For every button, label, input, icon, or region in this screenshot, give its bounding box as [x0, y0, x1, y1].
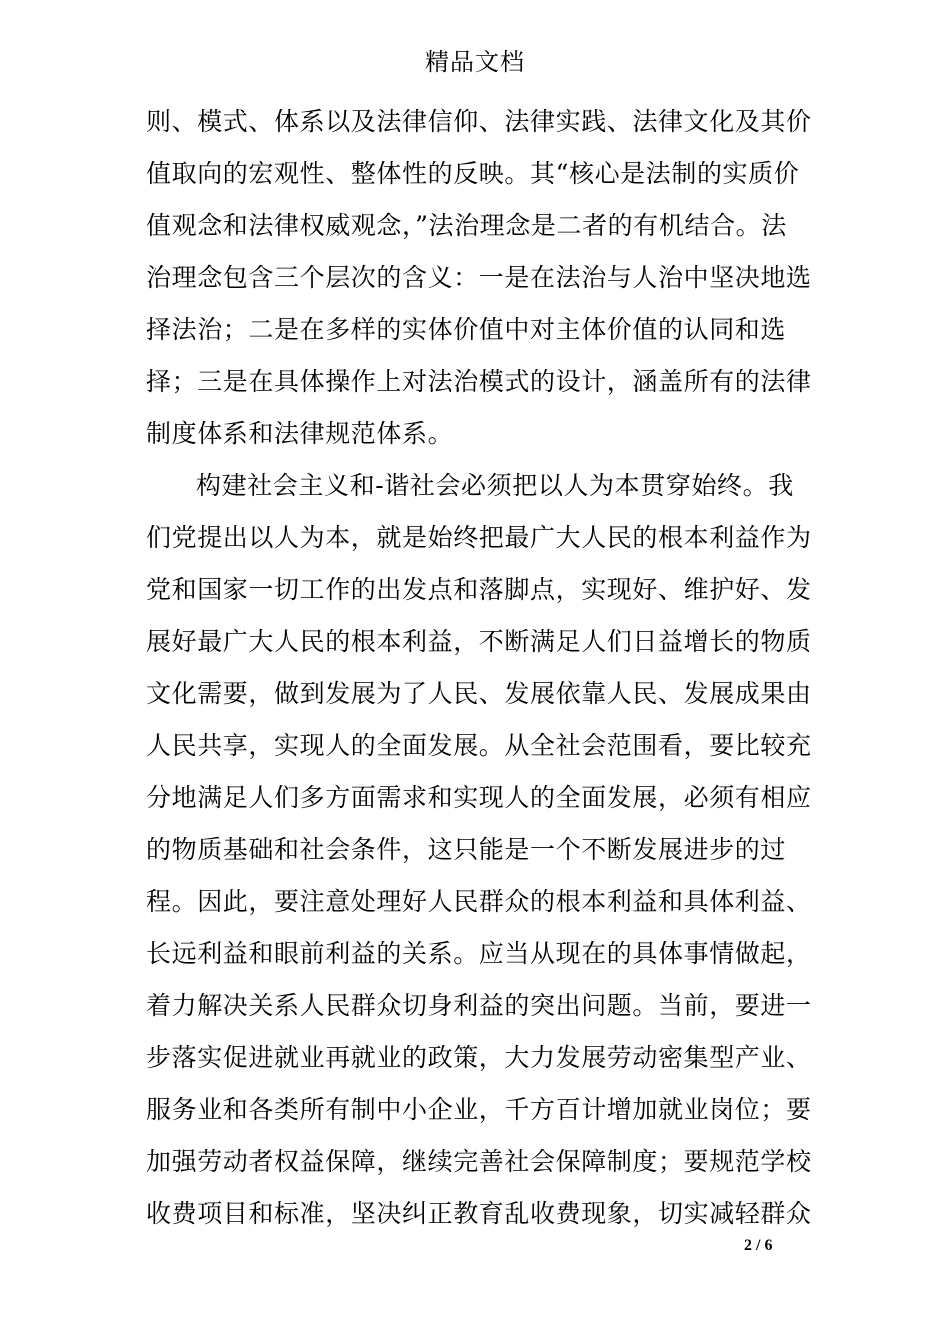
text-line: 构建社会主义和-谐社会必须把以人为本贯穿始终。我 [196, 471, 794, 500]
text-line: 人民共享，实现人的全面发展。从全社会范围看，要比较充 [146, 731, 812, 760]
text-line: 长远利益和眼前利益的关系。应当从现在的具体事情做起， [146, 939, 812, 968]
page-number: 2 / 6 [744, 1237, 773, 1254]
text-line: 收费项目和标准，坚决纠正教育乱收费现象，切实减轻群众 [146, 1199, 812, 1228]
text-line: 们党提出以人为本，就是始终把最广大人民的根本利益作为 [146, 523, 812, 552]
text-line: 分地满足人们多方面需求和实现人的全面发展，必须有相应 [146, 783, 812, 812]
text-line: 择；三是在具体操作上对法治模式的设计，涵盖所有的法律 [146, 367, 812, 396]
text-line: 择法治；二是在多样的实体价值中对主体价值的认同和选 [146, 315, 787, 344]
text-line: 文化需要，做到发展为了人民、发展依靠人民、发展成果由 [146, 679, 812, 708]
page-header-title: 精品文档 [425, 48, 525, 76]
text-line: 服务业和各类所有制中小企业，千方百计增加就业岗位；要 [146, 1095, 812, 1124]
text-line: 则、模式、体系以及法律信仰、法律实践、法律文化及其价 [146, 107, 812, 136]
text-line: 加强劳动者权益保障，继续完善社会保障制度；要规范学校 [146, 1147, 812, 1176]
text-line: 的物质基础和社会条件，这只能是一个不断发展进步的过 [146, 835, 787, 864]
text-line: 着力解决关系人民群众切身利益的突出问题。当前，要进一 [146, 991, 812, 1020]
text-line: 程。因此，要注意处理好人民群众的根本利益和具体利益、 [146, 887, 812, 916]
text-line: 值观念和法律权威观念，”法治理念是二者的有机结合。法 [146, 211, 787, 240]
text-line: 党和国家一切工作的出发点和落脚点，实现好、维护好、发 [146, 575, 812, 604]
text-line: 治理念包含三个层次的含义：一是在法治与人治中坚决地选 [146, 263, 812, 292]
document-body [146, 96, 814, 1240]
text-line: 步落实促进就业再就业的政策，大力发展劳动密集型产业、 [146, 1043, 812, 1072]
text-line: 值取向的宏观性、整体性的反映。其“核心是法制的实质价 [146, 159, 800, 188]
text-line: 制度体系和法律规范体系。 [146, 419, 454, 448]
text-line: 展好最广大人民的根本利益，不断满足人们日益增长的物质 [146, 627, 812, 656]
